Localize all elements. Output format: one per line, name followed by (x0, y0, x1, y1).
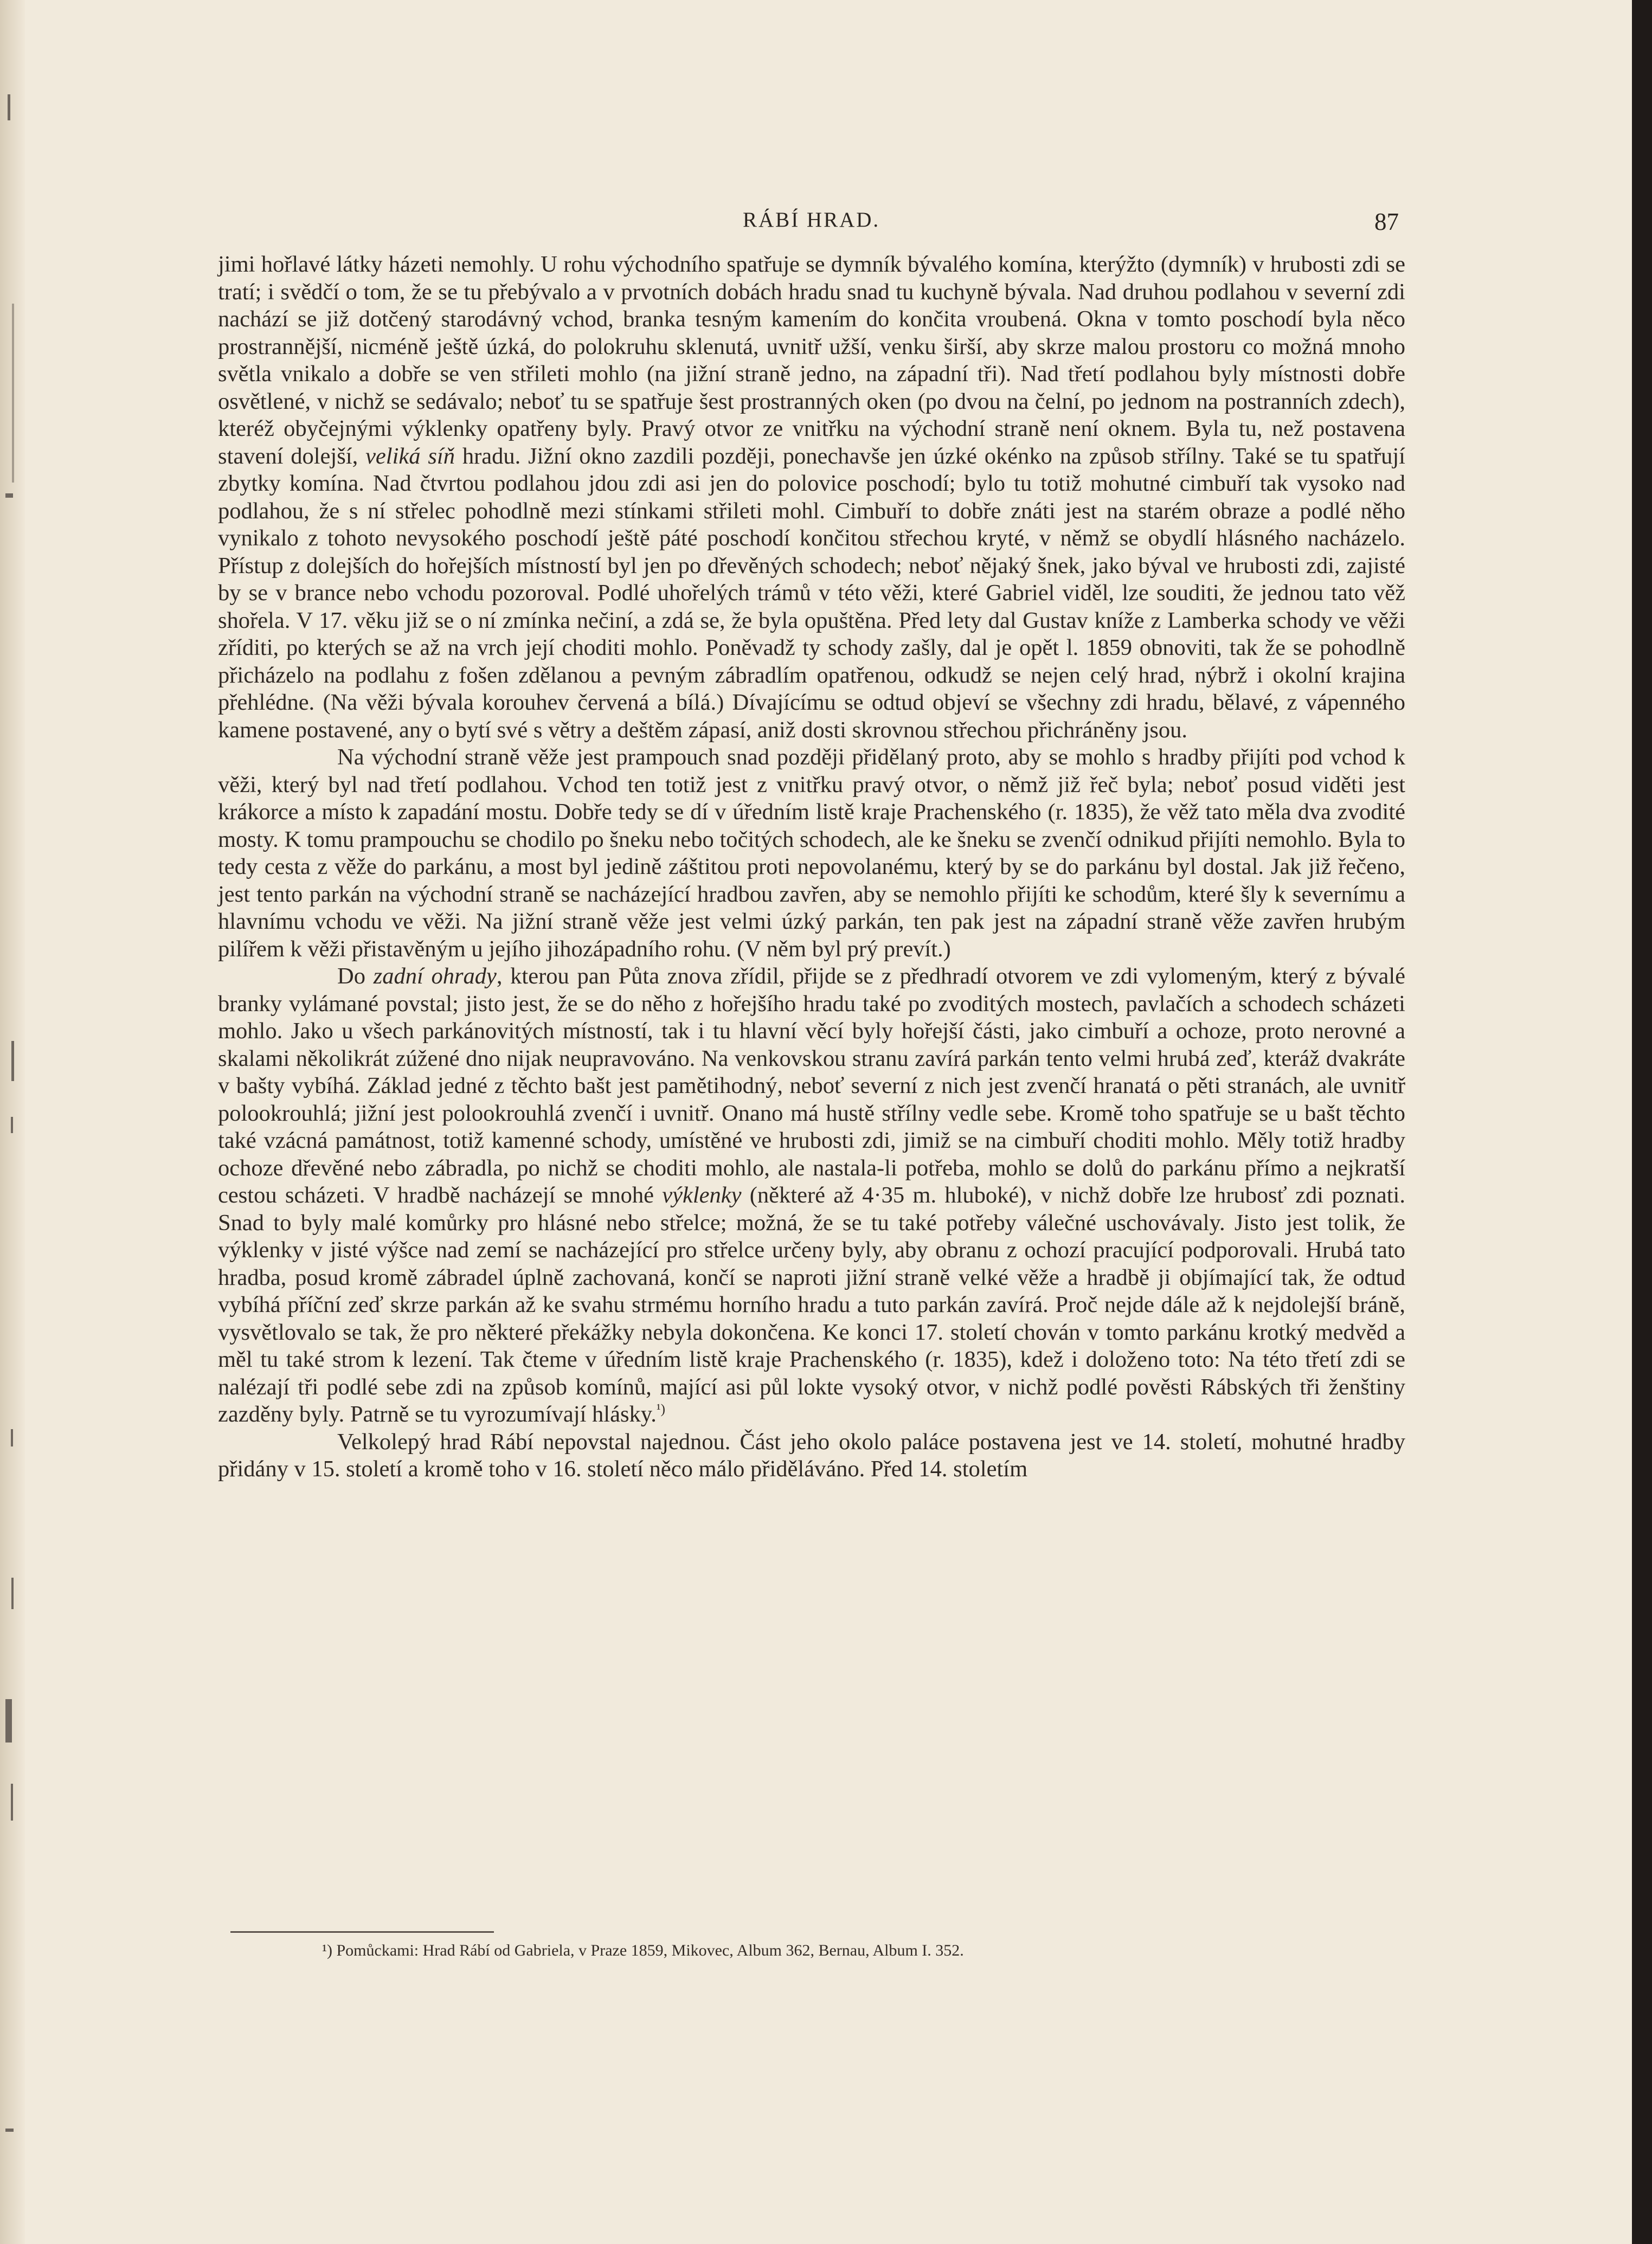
margin-mark (5, 2129, 14, 2132)
margin-mark (5, 493, 13, 498)
italic-term: zadní ohrady (373, 963, 497, 989)
italic-term: výklenky (662, 1182, 742, 1208)
text-run: (některé až 4·35 m. hluboké), v nichž dobře lze hrubosť zdi poznati. Snad to byly malé komůrky pro hlásné nebo střelce; možná, že se tu také potřeby válečné uschovávaly. Jisto jest tolik, že výklenky v jisté výšce nad zemí se nacházející pro střelce určeny byly, aby obranu z ochozí pracující podporovali. Hrubá tato hradba, posud kromě zábradel úplně zachovaná, končí se naproti jižní straně velké věže a hradbě ji objímající tak, že odtud vybíhá příční zeď skrze parkán až ke svahu strmému horního hradu a tuto parkán zavírá. Proč nejde dále až k nejdolejší bráně, vysvětlovalo se tak, že pro některé překážky nebyla dokončena. Ke konci 17. století chován v tomto parkánu krotký medvěd a měl tu také strom k lezení. Tak čteme v úředním listě kraje Prachenského (r. 1835), kdež i doloženo toto: Na této třetí zdi se nalézají tři podlé sebe zdi na způsob komínů, mající asi půl lokte vysoký otvor, v nichž podlé pověsti Rábských tři ženštiny zazděny byly. Patrně se tu vyrozumívají hlásky. (218, 1182, 1405, 1427)
footnote-rule (230, 1931, 494, 1933)
paragraph (218, 744, 1405, 963)
margin-mark (11, 1429, 13, 1446)
margin-mark (11, 1578, 14, 1609)
text-run: Velkolepý hrad Rábí nepovstal najednou. Část jeho okolo paláce postavena jest ve 14. století, mohutné hradby přidány v 15. století a kromě toho v 16. století něco málo přiděláváno. Před 14. stoletím (218, 1429, 1405, 1482)
paragraph (218, 963, 1405, 1429)
page-number: 87 (1374, 208, 1399, 235)
text-run: Na východní straně věže jest prampouch snad později přidělaný proto, aby se mohlo s hradby přijíti pod vchod k věži, který byl nad třetí podlahou. Vchod ten totiž jest z vnitřku pravý otvor, o němž již řeč byla; neboť posud viděti jest krákorce a místo k zapadání mostu. Dobře tedy se dí v úředním listě kraje Prachenského (r. 1835), že věž tato měla dva zvodité mosty. K tomu prampouchu se chodilo po šneku nebo točitých schodech, ale ke šneku se zvenčí odnikud přijíti nemohlo. Byla to tedy cesta z věže do parkánu, a most byl jedině záštitou proti nepovolanému, který by se do parkánu byl dostal. Jak již řečeno, jest tento parkán na východní straně se nacházející hradbou zavřen, aby se nemohlo přijíti ke schodům, které šly k severnímu a hlavnímu vchodu ve věži. Na jižní straně věže jest velmi úzký parkán, ten pak jest na západní straně věže zavřen hrubým pilířem k věži přistavěným u jejího jihozápadního rohu. (V něm byl prý prevít.) (218, 744, 1405, 962)
margin-mark (11, 1117, 13, 1133)
footnote (322, 1940, 1352, 1962)
paragraph (218, 251, 1405, 744)
margin-mark (5, 1699, 12, 1743)
body-text (218, 251, 1405, 1483)
paragraph (218, 1429, 1405, 1483)
page-title: RÁBÍ HRAD. (743, 208, 880, 232)
text-run: , kterou pan Půta znova zřídil, přijde se z předhradí otvorem ve zdi vylomeným, který z bývalé branky vylámané povstal; jisto jest, že se do něho z hořejšího hradu také po zvoditých mostech, pavlačích a schodech scházeti mohlo. Jako u všech parkánovitých místností, tak i tu hlavní věcí byly hořejší části, jako cimbuří a ochoze, proto nerovné a skalami několikrát zúžené dno nijak neupravováno. Na venkovskou stranu zavírá parkán tento velmi hrubá zeď, kteráž dvakráte v bašty vybíhá. Základ jedné z těchto bašt jest pamětihodný, neboť severní z nich jest zvenčí hranatá o pěti stranách, ale uvnitř polookrouhlá; jižní jest polookrouhlá zvenčí i uvnitř. Onano má hustě střílny vedle sebe. Kromě toho spatřuje se u bašt těchto také vzácná památnost, totiž kamenné schody, umístěné ve hrubosti zdi, jimiž se na cimbuří choditi mohlo. Měly totiž hradby ochoze dřevěné nebo zábradla, po nichž se choditi mohlo, ale nastala-li potřeba, mohlo se dolů do parkánu přímo a nejkratší cestou scházeti. V hradbě nacházejí se mnohé (218, 963, 1405, 1208)
footnote-reference: ¹) (656, 1400, 665, 1417)
italic-term: veliká síň (365, 443, 455, 469)
running-head (0, 208, 1632, 246)
text-run: Do (337, 963, 374, 989)
text-run: jimi hořlavé látky házeti nemohly. U rohu východního spatřuje se dymník bývalého komína, kterýžto (dymník) v hrubosti zdi se tratí; i svědčí o tom, že se tu přebývalo a v prvotních dobách hradu snad tu kuchyně bývala. Nad druhou podlahou v severní zdi nachází se již dotčený starodávný vchod, branka tesným kamením do končita vroubená. Okna v tomto poschodí byla něco prostrannější, nicméně ještě úzká, do polokruhu sklenutá, uvnitř užší, venku širší, aby skrze malou prostoru co možná mnoho světla vnikalo a dobře se ven střileti mohlo (na jižní straně jedno, na západní tři). Nad třetí podlahou byly místnosti dobře osvětlené, v nichž se sedávalo; neboť tu se spatřuje šest prostranných oken (po dvou na čelní, po jednom na postranních zdech), kteréž obyčejnými výklenky opatřeny byly. Pravý otvor ze vnitřku na východní straně není oknem. Byla tu, než postavena stavení dolejší, (218, 252, 1405, 469)
margin-mark (8, 94, 10, 120)
page-edge-shadow (1632, 0, 1652, 2244)
footnote-text: Pomůckami: Hrad Rábí od Gabriela, v Praze 1859, Mikovec, Album 362, Bernau, Album I. 352. (332, 1941, 964, 1959)
margin-mark (12, 304, 14, 483)
footnote-marker: ¹) (322, 1941, 332, 1959)
margin-mark (11, 1784, 13, 1821)
margin-mark (11, 1041, 14, 1081)
text-run: hradu. Jižní okno zazdili později, ponechavše jen úzké okénko na způsob střílny. Také se tu spatřují zbytky komína. Nad čtvrtou podlahou jdou zdi asi jen do polovice poschodí; bylo tu totiž mohutné cimbuří tak vysoko nad podlahou, že s ní střelec pohodlně mezi stínkami střileti mohl. Cimbuří to dobře znáti jest na starém obraze a podlé něho vynikalo z tohoto nevysokého poschodí ještě páté poschodí končitou střechou kryté, v němž se obydlí hlásného nacházelo. Přístup z dolejších do hořejších místností byl jen po dřevěných schodech; neboť nějaký šnek, jako býval ve hrubosti zdi, zajisté by se v brance nebo vchodu pozoroval. Podlé uhořelých trámů v této věži, které Gabriel viděl, lze souditi, že jednou tato věž shořela. V 17. věku již se o ní zmínka nečiní, a zdá se, že byla opuštěna. Před lety dal Gustav kníže z Lamberka schody ve věži zříditi, po kterých se až na vrch její choditi mohlo. Poněvadž ty schody zašly, dal je opět l. 1859 obnoviti, tak že se pohodlně přicházelo na podlahu z fošen zdělanou a pevným zábradlím opatřenou, odkudž se nejen celý hrad, nýbrž i okolní krajina přehlédne. (Na věži bývala korouhev červená a bílá.) Dívajícímu se odtud objeví se všechny zdi hradu, bělavé, z vápenného kamene postavené, any o bytí své s větry a deštěm zápasí, aniž dosti skrovnou střechou přichráněny jsou. (218, 443, 1405, 743)
